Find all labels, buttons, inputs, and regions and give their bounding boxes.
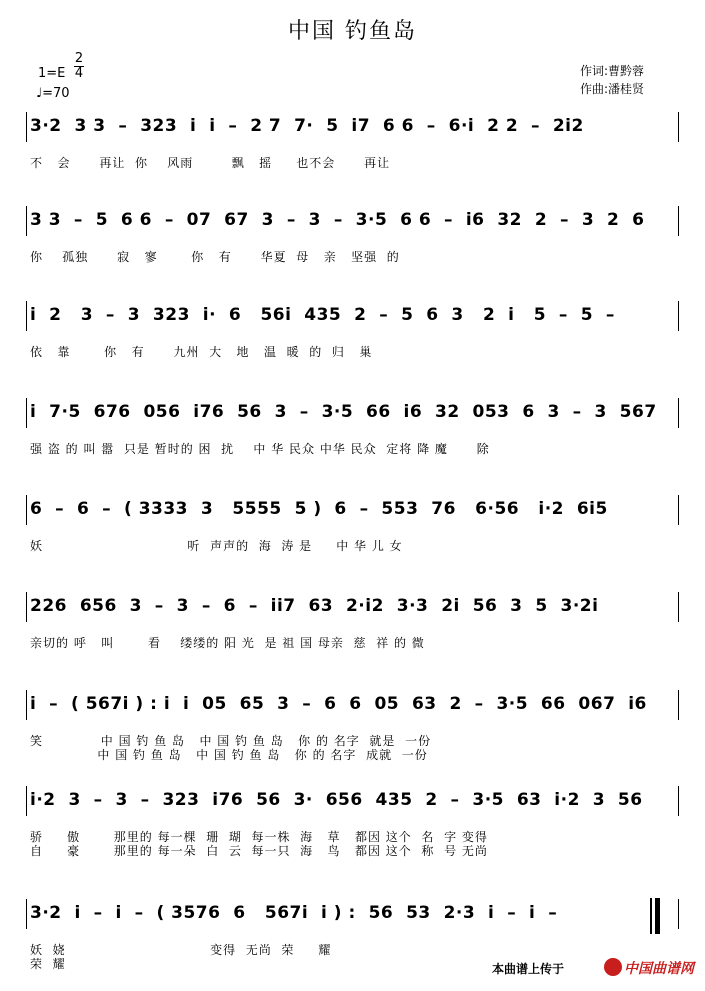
bar-line — [26, 301, 27, 331]
lyricist-credit: 作词:曹黔蓉 — [580, 64, 645, 78]
lyric-line: 荣 耀 — [30, 957, 66, 971]
notation-line: 3·2 i – i – ( 3576 6 567i i ) : 56 53 2·3 i – i – — [30, 903, 558, 923]
lyric-line: 妖 娆 变得 无尚 荣 耀 — [30, 943, 332, 957]
meter-bottom: 4 — [74, 66, 84, 81]
meter-top: 2 — [74, 51, 84, 66]
notation-line: 6 – 6 – ( 3333 3 5555 5 ) 6 – 553 76 6·56 i·2 6i5 — [30, 499, 608, 519]
tempo-marking: ♩=70 — [36, 86, 70, 101]
lyric-line: 你 孤独 寂 寥 你 有 华夏 母 亲 坚强 的 — [30, 250, 400, 264]
site-logo — [604, 956, 700, 978]
lyric-line: 骄 傲 那里的 每一棵 珊 瑚 每一株 海 草 都因 这个 名 字 变得 — [30, 830, 488, 844]
time-signature — [74, 52, 84, 81]
lyric-line: 自 豪 那里的 每一朵 白 云 每一只 海 鸟 都因 这个 称 号 无尚 — [30, 844, 488, 858]
bar-line — [26, 592, 27, 622]
lyric-line: 不 会 再让 你 风雨 飘 摇 也不会 再让 — [30, 156, 391, 170]
notation-line: 3·2 3 3 – 323 i i – 2 7 7· 5 i7 6 6 – 6·i 2 2 – 2i2 — [30, 116, 584, 136]
lyric-line: 笑 中 国 钓 鱼 岛 中 国 钓 鱼 岛 你 的 名字 就是 一份 — [30, 734, 432, 748]
key-signature: 1=E — [38, 66, 66, 81]
composer-credit: 作曲:潘桂贤 — [580, 82, 645, 96]
notation-line: i 2 3 – 3 323 i· 6 56i 435 2 – 5 6 3 2 i 5 – 5 – — [30, 305, 615, 325]
bar-line — [26, 690, 27, 720]
notation-line: i – ( 567i ) : i i 05 65 3 – 6 6 05 63 2 – 3·5 66 067 i6 — [30, 694, 647, 714]
bar-line — [26, 786, 27, 816]
bar-line — [678, 112, 679, 142]
notation-line: i·2 3 – 3 – 323 i76 56 3· 656 435 2 – 3·5 63 i·2 3 56 — [30, 790, 643, 810]
bar-line — [678, 592, 679, 622]
bar-line — [26, 398, 27, 428]
bar-line — [678, 398, 679, 428]
logo-text: 中国曲谱网 — [624, 961, 694, 977]
lyric-line: 亲切的 呼 叫 看 缕缕的 阳 光 是 祖 国 母亲 慈 祥 的 微 — [30, 636, 425, 650]
notation-line: i 7·5 676 056 i76 56 3 – 3·5 66 i6 32 053 6 3 – 3 567 — [30, 402, 657, 422]
notation-line: 3 3 – 5 6 6 – 07 67 3 – 3 – 3·5 6 6 – i6 32 2 – 3 2 6 — [30, 210, 645, 230]
lyric-line: 依 靠 你 有 九州 大 地 温 暖 的 归 巢 — [30, 345, 373, 359]
lyric-line: 中 国 钓 鱼 岛 中 国 钓 鱼 岛 你 的 名字 成就 一份 — [30, 748, 428, 762]
bar-line — [26, 112, 27, 142]
bar-line — [678, 899, 679, 929]
bar-line — [26, 899, 27, 929]
final-barline-thin — [650, 898, 652, 934]
bar-line — [26, 495, 27, 525]
bar-line — [678, 206, 679, 236]
song-title: 中国 钓鱼岛 — [288, 19, 417, 44]
final-barline-thick — [655, 898, 660, 934]
upload-note: 本曲谱上传于 — [492, 962, 565, 976]
bar-line — [678, 301, 679, 331]
bar-line — [678, 786, 679, 816]
logo-icon — [604, 958, 622, 976]
bar-line — [26, 206, 27, 236]
bar-line — [678, 495, 679, 525]
bar-line — [678, 690, 679, 720]
lyric-line: 妖 听 声声的 海 涛 是 中 华 儿 女 — [30, 539, 403, 553]
lyric-line: 强 盗 的 叫 嚣 只是 暂时的 困 扰 中 华 民众 中华 民众 定将 降 魔 除 — [30, 442, 490, 456]
notation-line: 226 656 3 – 3 – 6 – ii7 63 2·i2 3·3 2i 56 3 5 3·2i — [30, 596, 599, 616]
